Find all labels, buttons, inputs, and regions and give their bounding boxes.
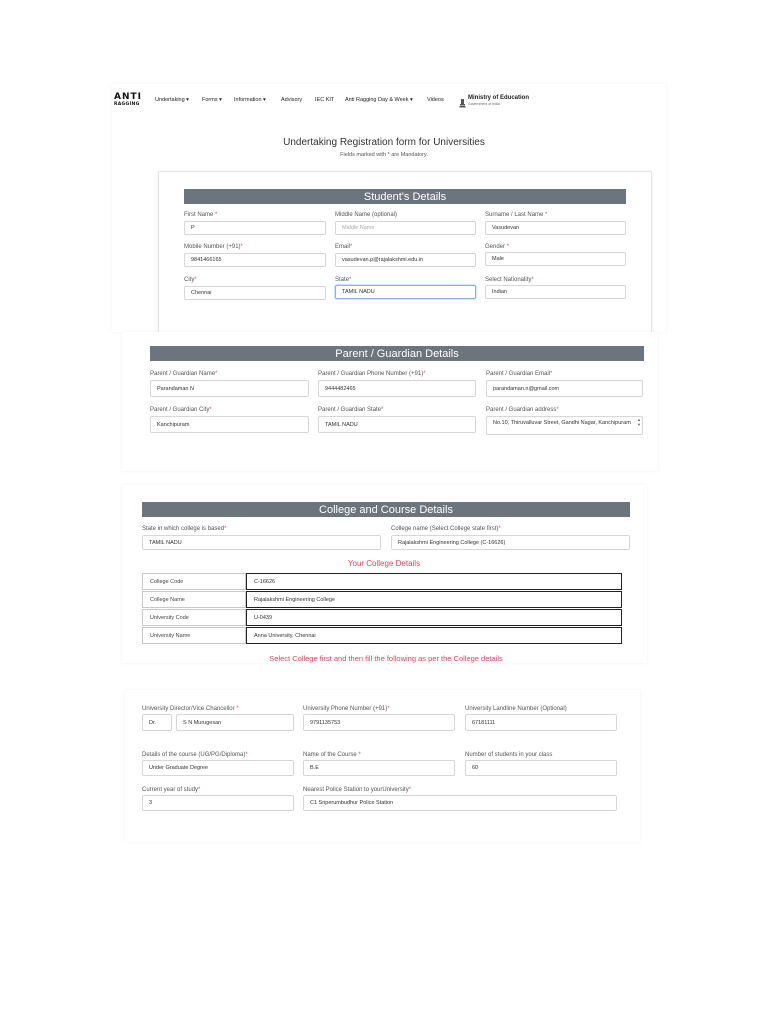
students-count-input[interactable]: 60 xyxy=(465,760,617,776)
guardian-address-label: Parent / Guardian address* xyxy=(486,407,559,413)
guardian-city-input[interactable]: Kanchipuram xyxy=(150,416,309,433)
police-station-label: Nearest Police Station to yourUniversity* xyxy=(303,787,412,793)
ministry-subtitle: Government of India xyxy=(468,102,500,106)
mobile-label: Mobile Number (+91)* xyxy=(184,244,243,250)
college-code-value: C-16626 xyxy=(246,573,622,590)
year-of-study-label: Current year of study* xyxy=(142,787,201,793)
surname-label: Surname / Last Name * xyxy=(485,212,548,218)
course-name-input[interactable]: B.E xyxy=(303,760,455,776)
first-name-input[interactable]: P xyxy=(184,221,326,235)
year-of-study-select[interactable]: 3 xyxy=(142,795,294,811)
vice-chancellor-label: University Director/Vice Chancellor * xyxy=(142,706,239,712)
mobile-input[interactable]: 9841466165 xyxy=(184,253,326,267)
student-details-heading: Student's Details xyxy=(184,189,626,204)
guardian-address-textarea[interactable]: No.10, Thiruvalluvar Street, Gandhi Nagar, Kanchipuram xyxy=(486,416,643,435)
guardian-state-label: Parent / Guardian State* xyxy=(318,407,384,413)
police-station-input[interactable]: C1 Sriperumbudhur Police Station xyxy=(303,795,617,811)
gender-label: Gender * xyxy=(485,244,510,250)
college-name-value: Rajalakshmi Engineering College xyxy=(246,591,622,608)
college-code-key: College Code xyxy=(142,573,246,590)
college-name-label: College name (Select College state first)* xyxy=(391,526,501,532)
email-label: Email* xyxy=(335,244,353,250)
nav-videos[interactable]: Videos xyxy=(427,97,444,103)
nav-advisory[interactable]: Advisory xyxy=(281,97,303,103)
college-state-label: State in which college is based* xyxy=(142,526,227,532)
guardian-email-label: Parent / Guardian Email* xyxy=(486,371,553,377)
college-name-select[interactable]: Rajalakshmi Engineering College (C-16626) xyxy=(391,535,630,550)
city-label: City* xyxy=(184,277,197,283)
university-name-value: Anna University, Chennai xyxy=(246,627,622,644)
form-subtitle: Fields marked with * are Mandatory. xyxy=(340,152,428,158)
nationality-label: Select Nationality* xyxy=(485,277,534,283)
university-code-value: U-0439 xyxy=(246,609,622,626)
guardian-email-input[interactable]: parandaman.n@gmail.com xyxy=(486,380,643,397)
course-details-label: Details of the course (UG/PG/Diploma)* xyxy=(142,752,248,758)
college-table-row xyxy=(142,573,622,590)
guardian-name-label: Parent / Guardian Name* xyxy=(150,371,218,377)
ministry-title: Ministry of Education xyxy=(468,95,530,101)
first-name-label: First Name * xyxy=(184,212,218,218)
college-table-row xyxy=(142,609,622,626)
state-select[interactable]: TAMIL NADU xyxy=(335,285,476,299)
guardian-phone-label: Parent / Guardian Phone Number (+91)* xyxy=(318,371,426,377)
guardian-phone-input[interactable]: 9444482465 xyxy=(318,380,476,397)
logo-line-2: RAGGING xyxy=(114,102,140,107)
college-table-row xyxy=(142,591,622,608)
university-name-key: University Name xyxy=(142,627,246,644)
logo-line-1: ANTI xyxy=(114,92,142,102)
guardian-name-input[interactable]: Parandaman N xyxy=(150,380,309,397)
anti-ragging-logo[interactable] xyxy=(114,94,144,108)
middle-name-label: Middle Name (optional) xyxy=(335,212,398,218)
course-name-label: Name of the Course * xyxy=(303,752,361,758)
college-state-select[interactable]: TAMIL NADU xyxy=(142,535,381,550)
college-name-key: College Name xyxy=(142,591,246,608)
email-input[interactable]: vasudevan.p@rajalakshmi.edu.in xyxy=(335,253,476,267)
surname-input[interactable]: Vasudevan xyxy=(485,221,626,235)
students-count-label: Number of students in your class xyxy=(465,752,553,758)
vice-chancellor-name-input[interactable]: S N Murugesan xyxy=(176,714,294,731)
nav-anti-ragging-day[interactable]: Anti Ragging Day & Week ▾ xyxy=(345,97,413,103)
textarea-scroll-arrows-icon[interactable]: ▲ ▼ xyxy=(637,417,641,427)
guardian-details-heading: Parent / Guardian Details xyxy=(150,346,644,361)
state-label: State* xyxy=(335,277,352,283)
guardian-city-label: Parent / Guardian City* xyxy=(150,407,212,413)
college-details-heading: College and Course Details xyxy=(142,502,630,517)
university-landline-label: University Landline Number (Optional) xyxy=(465,706,567,712)
vice-chancellor-title-select[interactable]: Dr. xyxy=(142,714,172,731)
university-landline-input[interactable]: 67181111 xyxy=(465,714,617,731)
city-input[interactable]: Chennai xyxy=(184,286,326,300)
form-title: Undertaking Registration form for Universities xyxy=(283,137,485,148)
nav-forms[interactable]: Forms ▾ xyxy=(202,97,222,103)
university-phone-label: University Phone Number (+91)* xyxy=(303,706,390,712)
nav-undertaking[interactable]: Undertaking ▾ xyxy=(155,97,189,103)
ministry-emblem-icon xyxy=(459,95,466,105)
gender-select[interactable]: Male xyxy=(485,252,626,266)
nav-information[interactable]: Information ▾ xyxy=(234,97,266,103)
university-phone-input[interactable]: 9791135753 xyxy=(303,714,455,731)
college-table-row xyxy=(142,627,622,644)
guardian-state-select[interactable]: TAMIL NADU xyxy=(318,416,476,433)
nav-iec-kit[interactable]: IEC KIT xyxy=(315,97,335,103)
course-details-select[interactable]: Under Graduate Degree xyxy=(142,760,294,776)
select-college-note: Select College first and then fill the following as per the College details xyxy=(269,654,503,663)
nationality-select[interactable]: Indian xyxy=(485,285,626,299)
university-code-key: University Code xyxy=(142,609,246,626)
your-college-details-heading: Your College Details xyxy=(347,559,421,568)
middle-name-input[interactable]: Middle Name xyxy=(335,221,476,235)
